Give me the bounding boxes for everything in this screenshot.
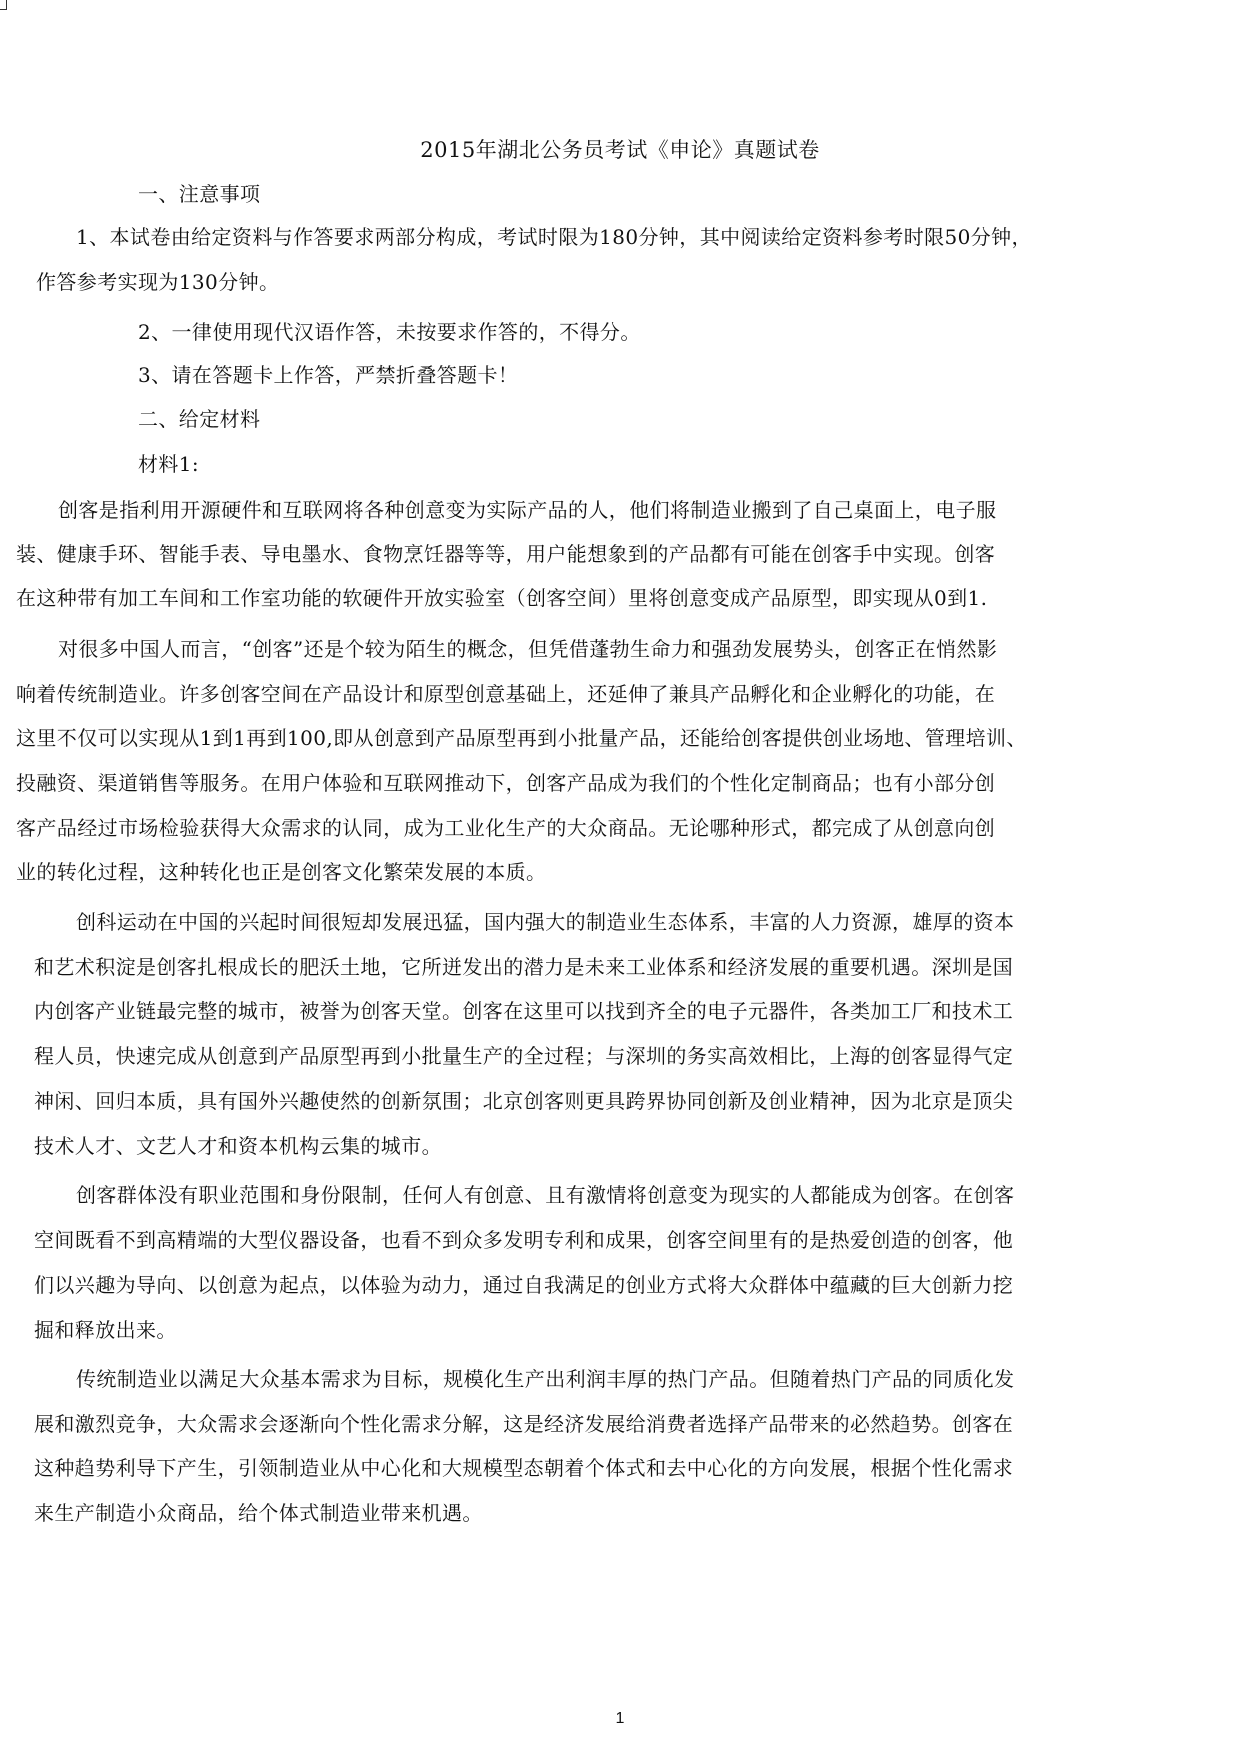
paragraph-line: 程人员，快速完成从创意到产品原型再到小批量生产的全过程；与深圳的务实高效相比，上海的创客显得气定	[34, 1044, 1014, 1068]
paragraph-line: 响着传统制造业。许多创客空间在产品设计和原型创意基础上，还延伸了兼具产品孵化和企业孵化的功能，在	[16, 682, 996, 706]
paragraph-line: 神闲、回归本质，具有国外兴趣使然的创新氛围；北京创客则更具跨界协同创新及创业精神，因为北京是顶尖	[34, 1089, 1014, 1113]
paragraph-line: 技术人才、文艺人才和资本机构云集的城市。	[34, 1134, 442, 1158]
paragraph-line: 装、健康手环、智能手表、导电墨水、食物烹饪器等等，用户能想象到的产品都有可能在创客手中实现。创客	[16, 542, 996, 566]
document-title: 2015年湖北公务员考试《申论》真题试卷	[420, 138, 820, 162]
paragraph-line: 创客群体没有职业范围和身份限制，任何人有创意、且有激情将创意变为现实的人都能成为创客。在创客	[76, 1183, 1015, 1207]
paragraph-line: 内创客产业链最完整的城市，被誉为创客天堂。创客在这里可以找到齐全的电子元器件，各类加工厂和技术工	[34, 999, 1014, 1023]
paragraph-line: 展和激烈竞争，大众需求会逐渐向个性化需求分解，这是经济发展给消费者选择产品带来的必然趋势。创客在	[34, 1412, 1014, 1436]
material-1-label: 材料1:	[138, 452, 200, 476]
paragraph-line: 们以兴趣为导向、以创意为起点，以体验为动力，通过自我满足的创业方式将大众群体中蕴藏的巨大创新力挖	[34, 1273, 1014, 1297]
paragraph-line: 在这种带有加工车间和工作室功能的软硬件开放实验室（创客空间）里将创意变成产品原型，即实现从0到1.	[16, 586, 988, 610]
paragraph-line: 投融资、渠道销售等服务。在用户体验和互联网推动下，创客产品成为我们的个性化定制商品；也有小部分创	[16, 771, 996, 795]
paragraph-line: 创客是指利用开源硬件和互联网将各种创意变为实际产品的人，他们将制造业搬到了自己桌面上，电子服	[58, 498, 997, 522]
paragraph-line: 这种趋势利导下产生，引领制造业从中心化和大规模型态朝着个体式和去中心化的方向发展，根据个性化需求	[34, 1456, 1014, 1480]
corner-crop-mark	[0, 0, 7, 10]
paragraph-line: 和艺术积淀是创客扎根成长的肥沃土地，它所迸发出的潜力是未来工业体系和经济发展的重要机遇。深圳是国	[34, 955, 1014, 979]
notice-item-1: 1、本试卷由给定资料与作答要求两部分构成，考试时限为180分钟，其中阅读给定资料参考时限50分钟，	[76, 225, 1032, 249]
paragraph-line: 传统制造业以满足大众基本需求为目标，规模化生产出利润丰厚的热门产品。但随着热门产品的同质化发	[76, 1367, 1015, 1391]
paragraph-line: 这里不仅可以实现从1到1再到100,即从创意到产品原型再到小批量产品，还能给创客提供创业场地、管理培训、	[16, 726, 1027, 750]
paragraph-line: 对很多中国人而言，“创客”还是个较为陌生的概念，但凭借蓬勃生命力和强劲发展势头，创客正在悄然影	[58, 637, 998, 661]
paragraph-line: 掘和释放出来。	[34, 1318, 177, 1342]
notice-item-1-cont: 作答参考实现为130分钟。	[36, 270, 280, 294]
notice-heading: 一、注意事项	[138, 182, 261, 206]
paragraph-line: 业的转化过程，这种转化也正是创客文化繁荣发展的本质。	[16, 860, 547, 884]
paragraph-line: 客产品经过市场检验获得大众需求的认同，成为工业化生产的大众商品。无论哪种形式，都完成了从创意向创	[16, 816, 996, 840]
paragraph-line: 来生产制造小众商品，给个体式制造业带来机遇。	[34, 1501, 483, 1525]
paragraph-line: 空间既看不到高精端的大型仪器设备，也看不到众多发明专利和成果，创客空间里有的是热爱创造的创客，他	[34, 1228, 1014, 1252]
page-number: 1	[615, 1710, 625, 1727]
paragraph-line: 创科运动在中国的兴起时间很短却发展迅猛，国内强大的制造业生态体系，丰富的人力资源，雄厚的资本	[76, 910, 1015, 934]
notice-item-3: 3、请在答题卡上作答，严禁折叠答题卡！	[138, 363, 519, 387]
notice-item-2: 2、一律使用现代汉语作答，未按要求作答的，不得分。	[138, 320, 641, 344]
materials-heading: 二、给定材料	[138, 407, 261, 431]
